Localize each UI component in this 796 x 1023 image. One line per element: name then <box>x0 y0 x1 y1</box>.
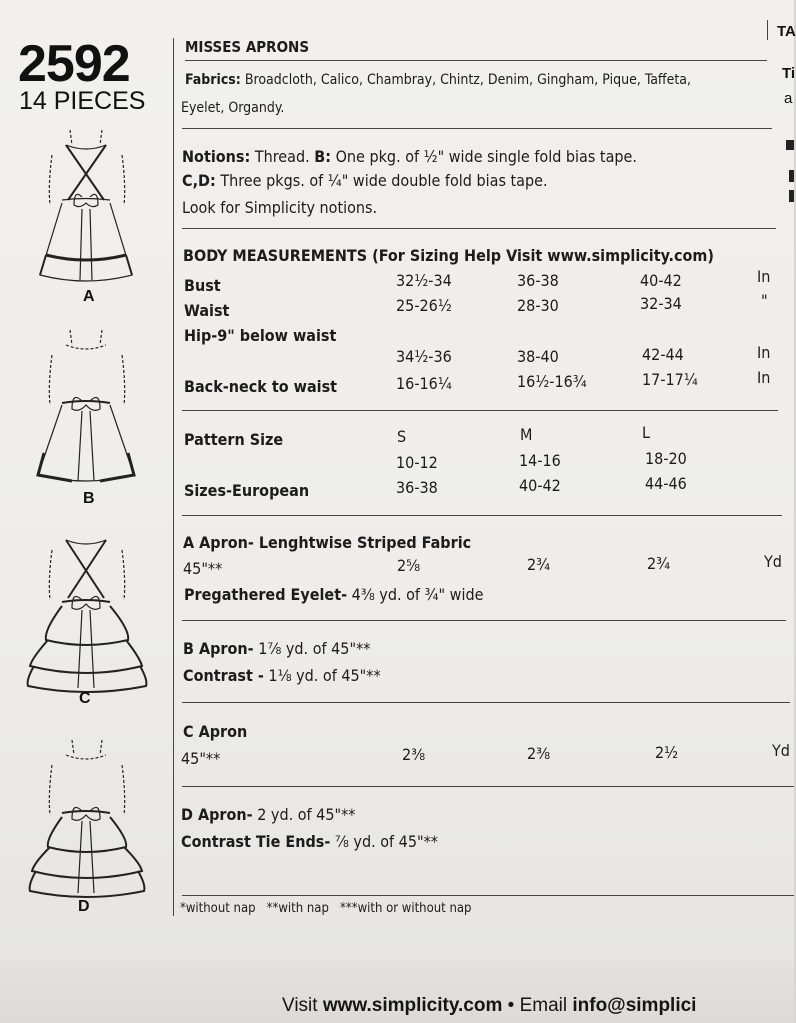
size-letter-l: L <box>642 423 651 442</box>
eyelet-label: Pregathered Eyelet- <box>184 585 348 604</box>
fabrics-label: Fabrics: <box>185 72 241 88</box>
view-label-d: D <box>78 898 90 915</box>
apron-b-title: B Apron- <box>183 639 254 658</box>
notions-line-2 <box>182 172 548 190</box>
bm-unit: In <box>757 267 771 286</box>
edge-mark <box>789 170 794 182</box>
apron-d-line <box>181 806 355 824</box>
bm-unit: In <box>757 368 771 387</box>
footnote-with-or-without: ***with or without nap <box>340 901 472 916</box>
apron-a-l: 2¾ <box>647 554 671 573</box>
bm-label: Hip-9" below waist <box>184 326 337 345</box>
size-euro-l: 44-46 <box>645 474 687 493</box>
notions-line-3: Look for Simplicity notions. <box>182 198 378 217</box>
apron-c-icon <box>22 530 152 695</box>
rule <box>182 702 790 703</box>
apron-a-width: 45"** <box>183 559 223 578</box>
bm-label: Back-neck to waist <box>184 377 338 396</box>
apron-a-m: 2¾ <box>527 555 551 574</box>
apron-a-s: 2⅝ <box>397 556 421 575</box>
bm-m: 28-30 <box>517 296 559 315</box>
view-b-thumbnail <box>22 325 152 490</box>
footnote <box>180 901 471 916</box>
edge-mark <box>786 140 794 150</box>
apron-c-width: 45"** <box>181 749 221 768</box>
view-c-thumbnail <box>22 530 152 695</box>
sizes-european-label: Sizes-European <box>184 481 310 500</box>
rule <box>182 895 794 896</box>
footer-visit: Visit <box>282 995 318 1016</box>
footnote-without-nap: *without nap <box>180 901 256 916</box>
footer-bullet: • <box>507 995 515 1016</box>
column-divider <box>173 38 174 916</box>
rule <box>182 620 786 621</box>
bm-l: 42-44 <box>642 345 684 364</box>
pattern-title: MISSES APRONS <box>185 38 310 56</box>
apron-a-icon <box>22 125 152 295</box>
edge-text-1: Ti <box>782 65 796 82</box>
bm-s: 34½-36 <box>396 347 452 366</box>
fabrics-list-2: Eyelet, Organdy. <box>181 100 285 116</box>
pattern-size-label: Pattern Size <box>184 430 284 449</box>
size-number-l: 18-20 <box>645 449 687 468</box>
contrast-tie-label: Contrast Tie Ends- <box>181 832 331 851</box>
bm-m: 36-38 <box>517 271 559 290</box>
apron-d-icon <box>22 735 152 900</box>
notions-label: Notions: <box>182 147 251 166</box>
apron-c-s: 2⅜ <box>402 745 426 764</box>
apron-a-title: A Apron- Lenghtwise Striped Fabric <box>183 533 472 552</box>
view-label-b: B <box>83 490 95 507</box>
edge-text-top: TA <box>777 23 796 40</box>
footnote-with-nap: **with nap <box>266 901 329 916</box>
apron-d-value: 2 yd. of 45"** <box>257 805 356 824</box>
apron-c-m: 2⅜ <box>527 744 551 763</box>
size-letter-m: M <box>520 425 533 444</box>
bm-s: 32½-34 <box>396 271 452 290</box>
apron-a-unit: Yd <box>764 552 782 571</box>
rule <box>182 410 778 411</box>
size-number-m: 14-16 <box>519 451 561 470</box>
apron-d-title: D Apron- <box>181 805 253 824</box>
edge-mark <box>789 190 794 202</box>
bm-unit: " <box>761 291 768 310</box>
edge-text-2: a <box>784 90 793 107</box>
footer-email[interactable]: info@simplici <box>572 995 697 1016</box>
size-letter-s: S <box>397 427 407 446</box>
apron-b-icon <box>22 325 152 490</box>
size-euro-s: 36-38 <box>396 478 438 497</box>
notions-thread: Thread. <box>254 147 310 166</box>
footer-url[interactable]: www.simplicity.com <box>322 995 503 1016</box>
rule <box>182 786 794 787</box>
pieces-count: 14 PIECES <box>19 87 146 115</box>
view-label-a: A <box>83 288 95 305</box>
bm-m: 16½-16¾ <box>517 372 587 391</box>
contrast-tie-value: ⅞ yd. of 45"** <box>334 832 438 851</box>
apron-c-l: 2½ <box>655 743 679 762</box>
column-divider-right <box>767 20 768 40</box>
bm-l: 17-17¼ <box>642 370 698 389</box>
view-d-thumbnail <box>22 735 152 900</box>
contrast-value: 1⅛ yd. of 45"** <box>268 666 381 685</box>
notions-b-text: One pkg. of ½" wide single fold bias tape. <box>335 147 637 166</box>
bm-label: Bust <box>184 276 221 295</box>
notions-cd-label: C,D: <box>182 171 216 190</box>
apron-c-title: C Apron <box>183 722 248 741</box>
size-number-s: 10-12 <box>396 453 438 472</box>
apron-b-line <box>183 640 370 658</box>
notions-cd-text: Three pkgs. of ¼" wide double fold bias tape. <box>220 171 548 190</box>
bm-s: 25-26½ <box>396 296 452 315</box>
contrast-label: Contrast - <box>183 666 264 685</box>
bm-label: Waist <box>184 301 230 320</box>
apron-b-contrast <box>183 667 381 685</box>
view-a-thumbnail <box>22 125 152 295</box>
rule <box>182 128 772 129</box>
footer-email-label: Email <box>519 995 568 1016</box>
rule <box>185 60 767 61</box>
fabrics-list-1: Broadcloth, Calico, Chambray, Chintz, Denim, Gingham, Pique, Taffeta, <box>244 72 691 88</box>
pattern-number: 2592 <box>18 35 130 93</box>
apron-d-contrast <box>181 833 438 851</box>
footer-line <box>282 995 696 1017</box>
notions-line-1 <box>182 148 637 166</box>
bm-unit: In <box>757 343 771 362</box>
eyelet-value: 4⅜ yd. of ¾" wide <box>351 585 484 604</box>
size-euro-m: 40-42 <box>519 476 561 495</box>
bm-m: 38-40 <box>517 347 559 366</box>
rule <box>182 515 782 516</box>
fabrics-line-1 <box>185 72 691 89</box>
notions-b-label: B: <box>314 147 331 166</box>
rule <box>182 228 776 229</box>
body-measurements-heading: BODY MEASUREMENTS (For Sizing Help Visit www.simplicity.com) <box>183 246 714 265</box>
view-label-c: C <box>79 690 91 707</box>
bm-s: 16-16¼ <box>396 374 452 393</box>
apron-a-eyelet <box>184 586 483 604</box>
bm-l: 32-34 <box>640 294 682 313</box>
apron-c-unit: Yd <box>772 741 790 760</box>
bm-l: 40-42 <box>640 271 682 290</box>
apron-b-value: 1⅞ yd. of 45"** <box>258 639 371 658</box>
